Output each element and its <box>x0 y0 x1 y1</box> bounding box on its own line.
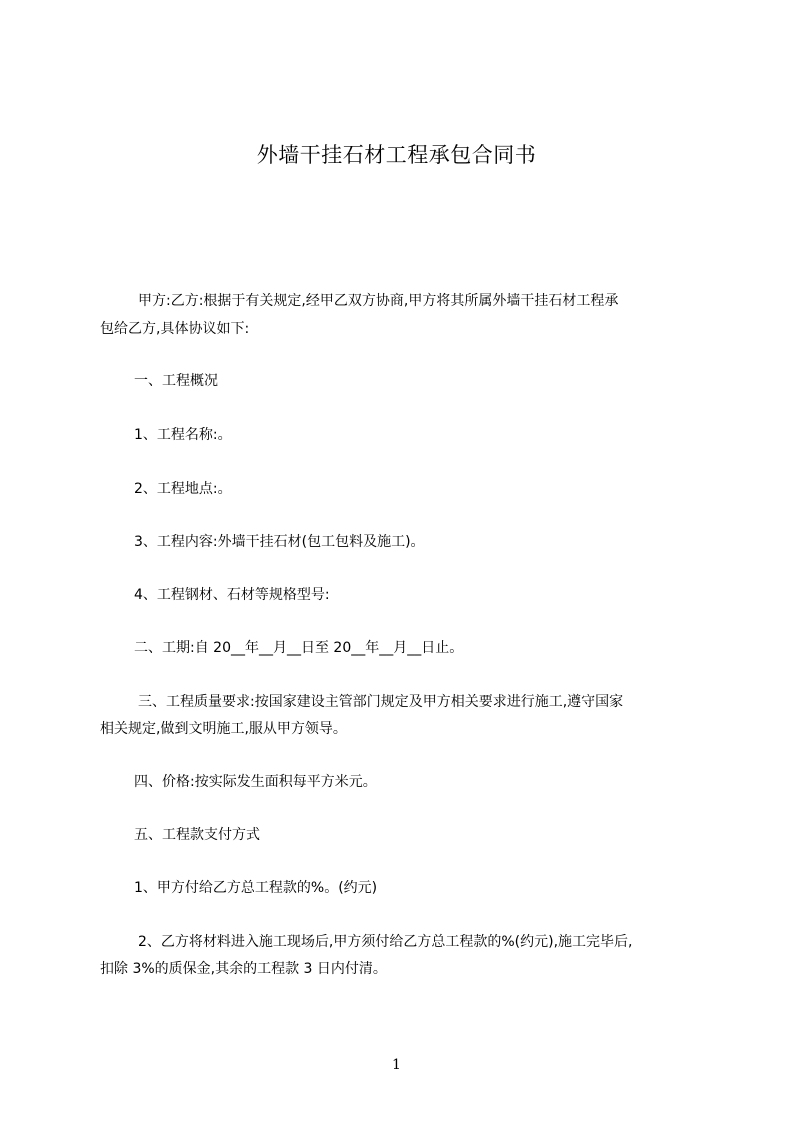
paragraph-project-location: 2、工程地点:。 <box>134 481 232 497</box>
document-title: 外墙干挂石材工程承包合同书 <box>256 143 537 167</box>
paragraph-project-content: 3、工程内容:外墙干挂石材(包工包料及施工)。 <box>134 534 425 550</box>
section-heading-schedule: 二、工期:自 20__年__月__日至 20__年__月__日止。 <box>134 640 464 656</box>
paragraph-intro-line-2: 包给乙方,具体协议如下: <box>100 321 250 337</box>
section-heading-quality-line-2: 相关规定,做到文明施工,服从甲方领导。 <box>100 721 347 737</box>
paragraph-project-name: 1、工程名称:。 <box>134 427 232 443</box>
section-heading-quality-line-1: 三、工程质量要求:按国家建设主管部门规定及甲方相关要求进行施工,遵守国家 <box>138 694 624 710</box>
paragraph-intro-line-1: 甲方:乙方:根据于有关规定,经甲乙双方协商,甲方将其所属外墙干挂石材工程承 <box>138 293 619 309</box>
page-number: 1 <box>392 1057 401 1073</box>
paragraph-material-specs: 4、工程钢材、石材等规格型号: <box>134 587 330 603</box>
paragraph-payment-1: 1、甲方付给乙方总工程款的%。(约元) <box>134 880 378 896</box>
section-heading-payment: 五、工程款支付方式 <box>134 827 260 843</box>
paragraph-payment-2-line-1: 2、乙方将材料进入施工现场后,甲方须付给乙方总工程款的%(约元),施工完毕后, <box>138 934 633 950</box>
section-heading-overview: 一、工程概况 <box>134 373 218 389</box>
paragraph-payment-2-line-2: 扣除 3%的质保金,其余的工程款 3 日内付清。 <box>100 961 387 977</box>
section-heading-price: 四、价格:按实际发生面积每平方米元。 <box>134 774 377 790</box>
